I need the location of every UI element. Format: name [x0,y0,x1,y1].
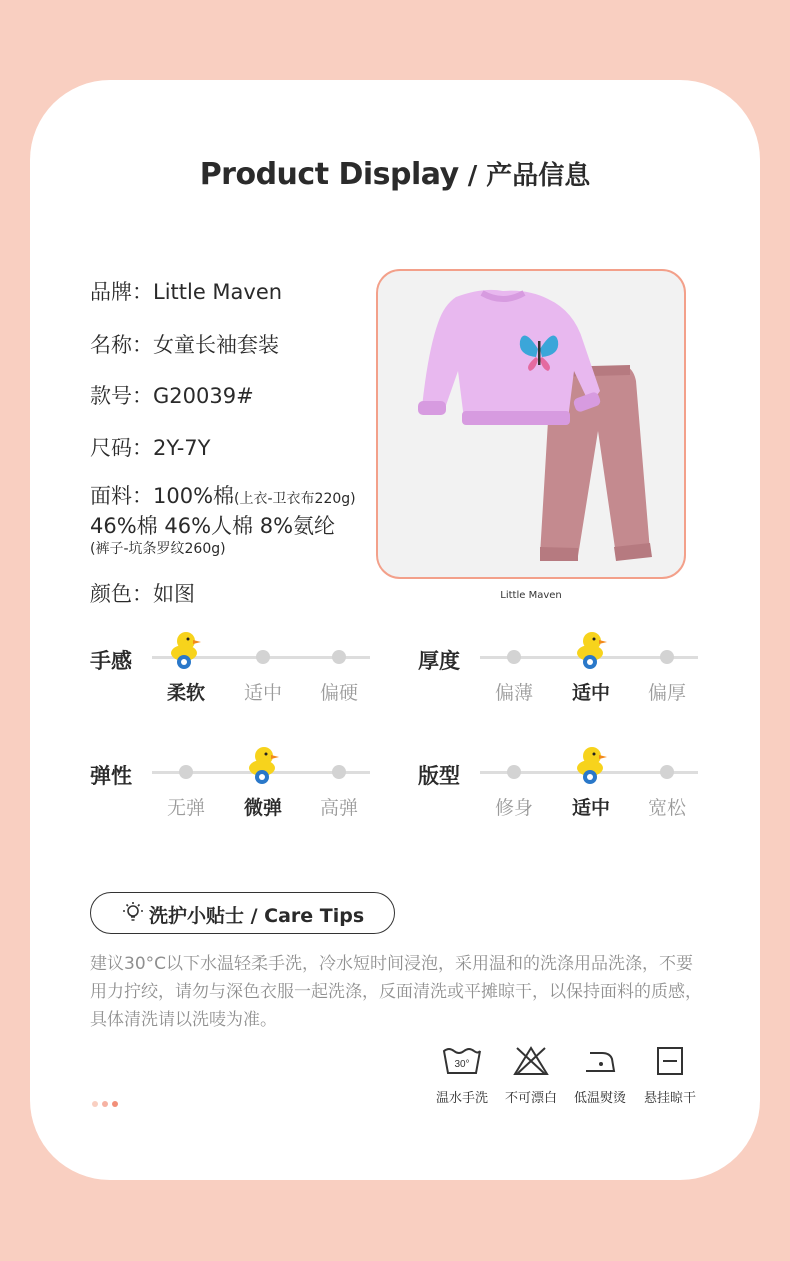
spec-key: 款号： [90,384,153,408]
scale-label: 弹性 [90,764,132,788]
duck-marker-icon [574,631,610,671]
spec-name [90,329,279,359]
care-label: 悬挂晾干 [643,1091,697,1106]
decor-dot [112,1101,118,1107]
scale-dot [332,765,346,779]
care-hang-dry [642,1045,698,1106]
care-wash [434,1045,490,1106]
spec-value: Little Maven [153,280,283,304]
hang-dry-icon [650,1045,690,1077]
scale-option: 偏薄 [494,682,534,704]
care-label: 不可漂白 [504,1091,558,1106]
scale-option: 偏厚 [647,682,687,704]
care-tips-title: 洗护小贴士 / Care Tips [149,905,365,927]
scale-dot [660,765,674,779]
decor-dots [92,1092,122,1111]
scale-option-selected: 适中 [571,797,611,819]
scale-option: 偏硬 [319,682,359,704]
spec-key: 品牌： [90,280,153,304]
duck-marker-icon [168,631,204,671]
decor-dot [102,1101,108,1107]
spec-brand [90,276,282,306]
product-photo [376,269,686,579]
duck-marker-icon [574,746,610,786]
scale-label: 厚度 [418,649,460,673]
title-cn: 产品信息 [486,161,591,191]
scale-dot [660,650,674,664]
scale-label: 版型 [418,764,460,788]
page-title [0,155,790,192]
scale-option-selected: 微弹 [243,797,283,819]
spec-key: 颜色： [90,582,153,606]
care-tips-text: 建议30°C以下水温轻柔手洗，冷水短时间浸泡，采用温和的洗涤用品洗涤，不要用力拧绞，请勿与深色衣服一起洗涤，反面清洗或平摊晾干，以保持面料的质感，具体清洗请以洗唛为准。 [90,954,702,1030]
fabric-note2: (裤子-坑条罗纹260g) [90,541,226,557]
care-no-bleach [503,1045,559,1106]
spec-color [90,578,195,608]
outfit-illustration [378,271,684,577]
decor-dot [92,1101,98,1107]
spec-value: 女童长袖套装 [153,333,279,357]
spec-value: G20039# [153,384,254,408]
fabric-note: (上衣-卫衣布220g) [234,491,356,507]
scale-option: 修身 [494,797,534,819]
duck-marker-icon [246,746,282,786]
scale-option: 无弹 [166,797,206,819]
scale-dot [507,765,521,779]
spec-value: 2Y-7Y [153,436,211,460]
fabric-line2: 46%棉 46%人棉 8%氨纶 [90,514,336,538]
spec-size [90,432,210,462]
scale-option-selected: 柔软 [166,682,206,704]
scale-option: 高弹 [319,797,359,819]
spec-fabric [90,480,356,510]
scale-dot [507,650,521,664]
title-sep: / [458,161,487,191]
scale-label: 手感 [90,649,132,673]
spec-key: 面料： [90,484,153,508]
care-label: 低温熨烫 [573,1091,627,1106]
title-en: Product Display [199,157,459,192]
scale-option: 适中 [243,682,283,704]
scale-option: 宽松 [647,797,687,819]
spec-value: 100%棉 [153,484,235,508]
low-iron-icon [580,1045,620,1077]
scale-dot [256,650,270,664]
scale-dot [179,765,193,779]
wash-temp: 30° [454,1059,470,1070]
care-label: 温水手洗 [435,1091,489,1106]
care-tips-pill [90,892,395,934]
wash-30-icon [442,1045,482,1077]
spec-key: 尺码： [90,436,153,460]
no-bleach-icon [511,1045,551,1077]
care-low-iron [572,1045,628,1106]
scale-option-selected: 适中 [571,682,611,704]
spec-sku [90,380,254,410]
scale-dot [332,650,346,664]
lightbulb-icon [121,900,145,928]
photo-caption: Little Maven [500,590,562,601]
spec-value: 如图 [153,582,195,606]
spec-key: 名称： [90,333,153,357]
